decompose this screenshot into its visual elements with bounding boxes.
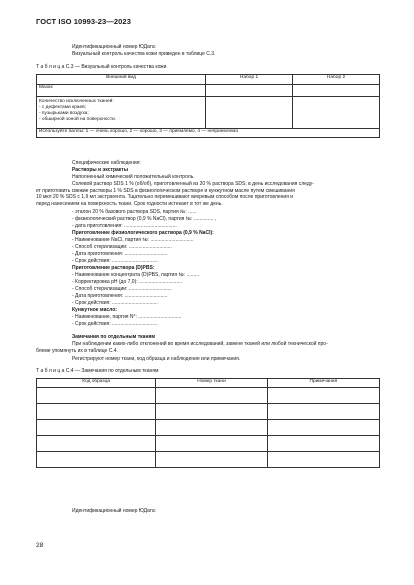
table-row [37, 436, 380, 452]
intro-id-line: Идентификационный номер ЮДата: [72, 44, 157, 50]
dpbs-item: - Срок действия: ................................. [72, 300, 158, 306]
table-c3 [36, 74, 380, 138]
positive-control: Наполненный химический положительный контроль. [72, 174, 195, 180]
dpbs-item: - Корректировка pH (до 7,0): ............................... [72, 279, 183, 285]
saline-heading: Приготовление физиологического раствора (0,9 % NaCl): [72, 230, 214, 236]
table-c3-caption: Т а б л и ц а С.3 — Визуальный контроль качества кожи [36, 64, 167, 70]
table-c3-header-appearance: Внешний вид [37, 75, 206, 85]
saline-item: - Дата приготовления: ............................... [72, 251, 168, 257]
intro-text: Визуальный контроль качества кожи приведен в таблице С.3. [72, 51, 216, 57]
table-c4-header-notes: Примечания [267, 379, 379, 388]
sds-item: - эталон 20 % базового раствора SDS, партия №: ...... [72, 209, 197, 215]
oil-heading: Кунжутное масло: [72, 307, 117, 313]
table-c4-caption: Т а б л и ц а С.4 — Замечания по отдельным тканям [36, 368, 159, 374]
standard-header: ГОСТ ISO 10993-23—2023 [36, 17, 131, 26]
table-row [37, 404, 380, 420]
oil-item: - Срок действия: ................................. [72, 321, 158, 327]
sds-paragraph-line: перед нанесением на поверхность ткани. Срок годности истекает в тот же день. [36, 200, 223, 207]
saline-item: - Наименование NaCl, партия №: ............................... [72, 237, 194, 243]
dpbs-item: - Способ стерилизации: ............................... [72, 286, 172, 292]
solutions-heading: Растворы и экстракты [72, 167, 129, 173]
table-c4 [36, 378, 380, 468]
sds-item: - физиологический раствор (0,9 % NaCl), партия №: .............. , [72, 216, 217, 222]
oil-item: - Наименование, партия N°: ............................... [72, 314, 182, 320]
table-c4-header-tissue-number: Номер ткани [156, 379, 268, 388]
table-c3-footer: Используйте баллы: 1 — очень хорошо, 2 — хорошо, 3 — приемлемо, 4 — неприемлемо [37, 129, 380, 138]
saline-item: - Способ стерилизации: ............................... [72, 244, 172, 250]
dpbs-heading: Приготовление раствора (D)PBS: [72, 265, 155, 271]
remarks-heading: Замечания по отдельным тканям [72, 334, 156, 340]
table-row [37, 388, 380, 404]
table-c4-header-sample-code: Код образца [37, 379, 156, 388]
remarks-paragraph-line: При наблюдении каких-либо отклонений во время исследований, замене тканей или любой технической про- [72, 341, 328, 347]
remarks-line: Регистрируют номер ткани, код образца и наблюдения или примечания. [72, 356, 241, 362]
sds-item: - дата приготовления: ...................................... [72, 223, 177, 229]
remarks-paragraph [36, 341, 380, 354]
table-row [37, 452, 380, 468]
table-c3-cell [293, 97, 380, 129]
footer-id-line: Идентификационный номер ЮДата: [72, 508, 157, 514]
saline-item: - Срок действия: ................................. [72, 258, 158, 264]
table-c3-header-set2: Набор 2 [293, 75, 380, 85]
table-row [37, 420, 380, 436]
table-c3-cell-smear: Мазок [37, 85, 206, 97]
page-number: 28 [36, 542, 44, 549]
table-c3-cell [206, 97, 293, 129]
sds-paragraph-line: Солевой раствор SDS 1 % (об/об), приготовленный из 20 % раствора SDS: в день исследования следу- [72, 181, 314, 187]
table-c3-cell [206, 85, 293, 97]
sds-paragraph-line: 10 мкл 20 % SDS с 1,9 мл экстрагента. Тщательно перемешивают вихревым способом после приготовления и [36, 194, 294, 201]
sds-paragraph-line: ет приготовить свежие растворы 1 % SDS в физиологическом растворе и кунжутном масле путем смешивания [36, 187, 295, 194]
specific-observations: Специфические наблюдения: [72, 160, 141, 166]
table-c3-cell [293, 85, 380, 97]
table-c3-cell-excluded: Количество исключенных тканей: - с дефектами краев; - пузырьками воздуха; - обширной зоной на поверхности. [37, 97, 206, 129]
dpbs-item: - Наименование концентрата (D)PBS, партия №: ......... [72, 272, 200, 278]
dpbs-item: - Дата приготовления: ............................... [72, 293, 168, 299]
table-c3-header-set1: Набор 1 [206, 75, 293, 85]
remarks-paragraph-line: блеме упомянуть их в таблице С.4. [36, 347, 118, 354]
sds-paragraph [36, 181, 380, 207]
